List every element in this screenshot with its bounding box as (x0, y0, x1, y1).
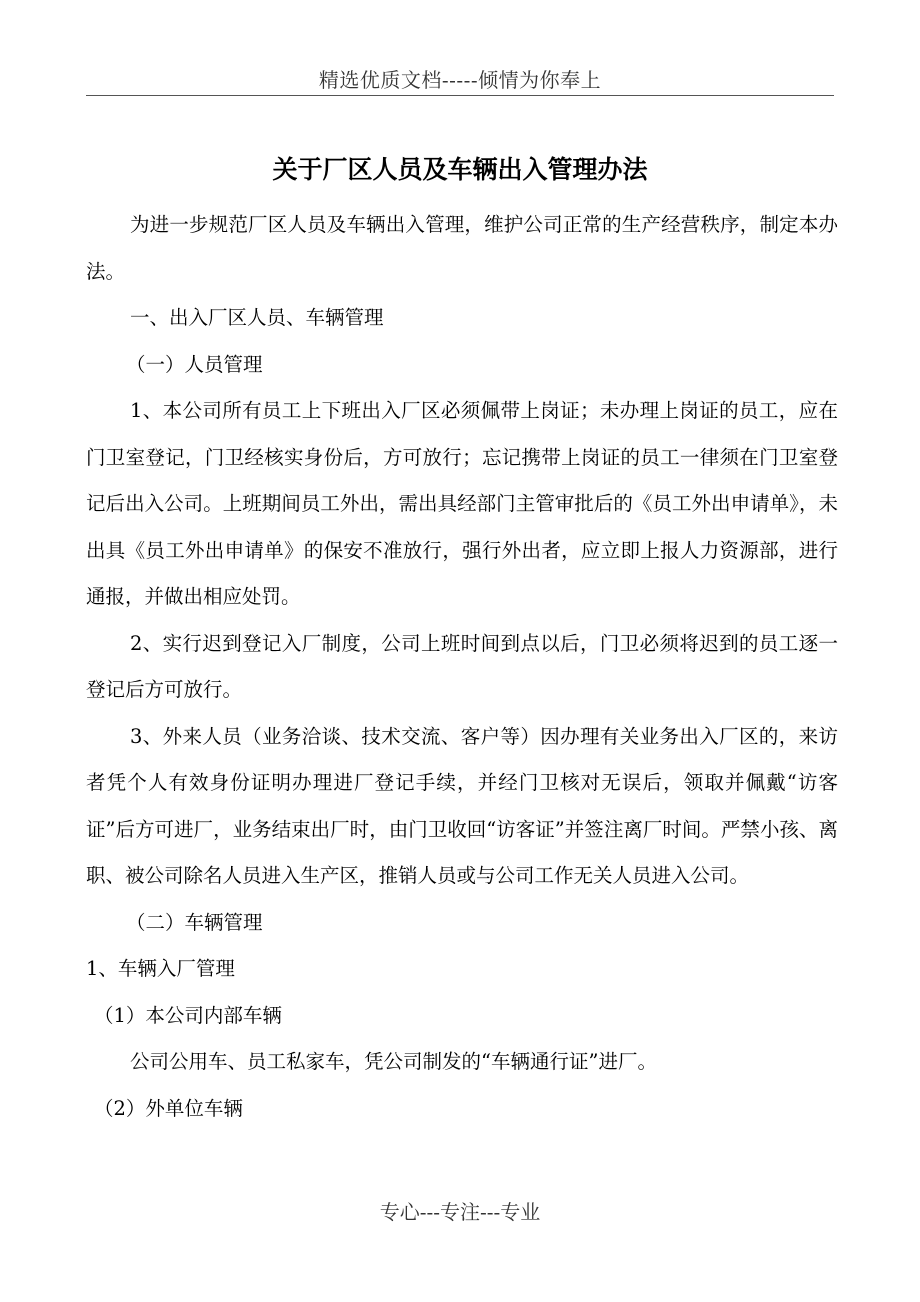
intro-paragraph: 为进一步规范厂区人员及车辆出入管理，维护公司正常的生产经营秩序，制定本办法。 (86, 213, 838, 283)
personnel-item-1: 1、本公司所有员工上下班出入厂区必须佩带上岗证；未办理上岗证的员工，应在门卫室登记，门卫经核实身份后，方可放行；忘记携带上岗证的员工一律须在门卫室登记后出入公司。上班期间员工外出，需出具经部门主管审批后的《员工外出申请单》，未出具《员工外出申请单》的保安不准放行，强行外出者，应立即上报人力资源部，进行通报，并做出相应处罚。 (86, 399, 838, 608)
subsection-heading-personnel: （一）人员管理 (126, 352, 263, 376)
vehicle-item-1b: （2）外单位车辆 (94, 1096, 243, 1120)
personnel-item-3: 3、外来人员（业务洽谈、技术交流、客户等）因办理有关业务出入厂区的，来访者凭个人有效身份证明办理进厂登记手续，并经门卫核对无误后，领取并佩戴“访客证”后方可进厂，业务结束出厂时，由门卫收回“访客证”并签注离厂时间。严禁小孩、离职、被公司除名人员进入生产区，推销人员或与公司工作无关人员进入公司。 (86, 724, 838, 887)
vehicle-item-1: 1、车辆入厂管理 (86, 957, 235, 980)
page-footer: 专心---专注---专业 (379, 1200, 541, 1224)
document-title: 关于厂区人员及车辆出入管理办法 (272, 155, 648, 184)
vehicle-item-1a-text: 公司公用车、员工私家车，凭公司制发的“车辆通行证”进厂。 (130, 1050, 657, 1073)
subsection-heading-vehicles: （二）车辆管理 (126, 910, 263, 934)
page-header: 精选优质文档-----倾情为你奉上 (318, 68, 602, 92)
personnel-item-2: 2、实行迟到登记入厂制度，公司上班时间到点以后，门卫必须将迟到的员工逐一登记后方可放行。 (86, 631, 838, 701)
section-heading-1: 一、出入厂区人员、车辆管理 (130, 306, 384, 329)
document-body (86, 202, 838, 1132)
header-divider (86, 95, 834, 96)
vehicle-item-1a: （1）本公司内部车辆 (94, 1003, 282, 1027)
